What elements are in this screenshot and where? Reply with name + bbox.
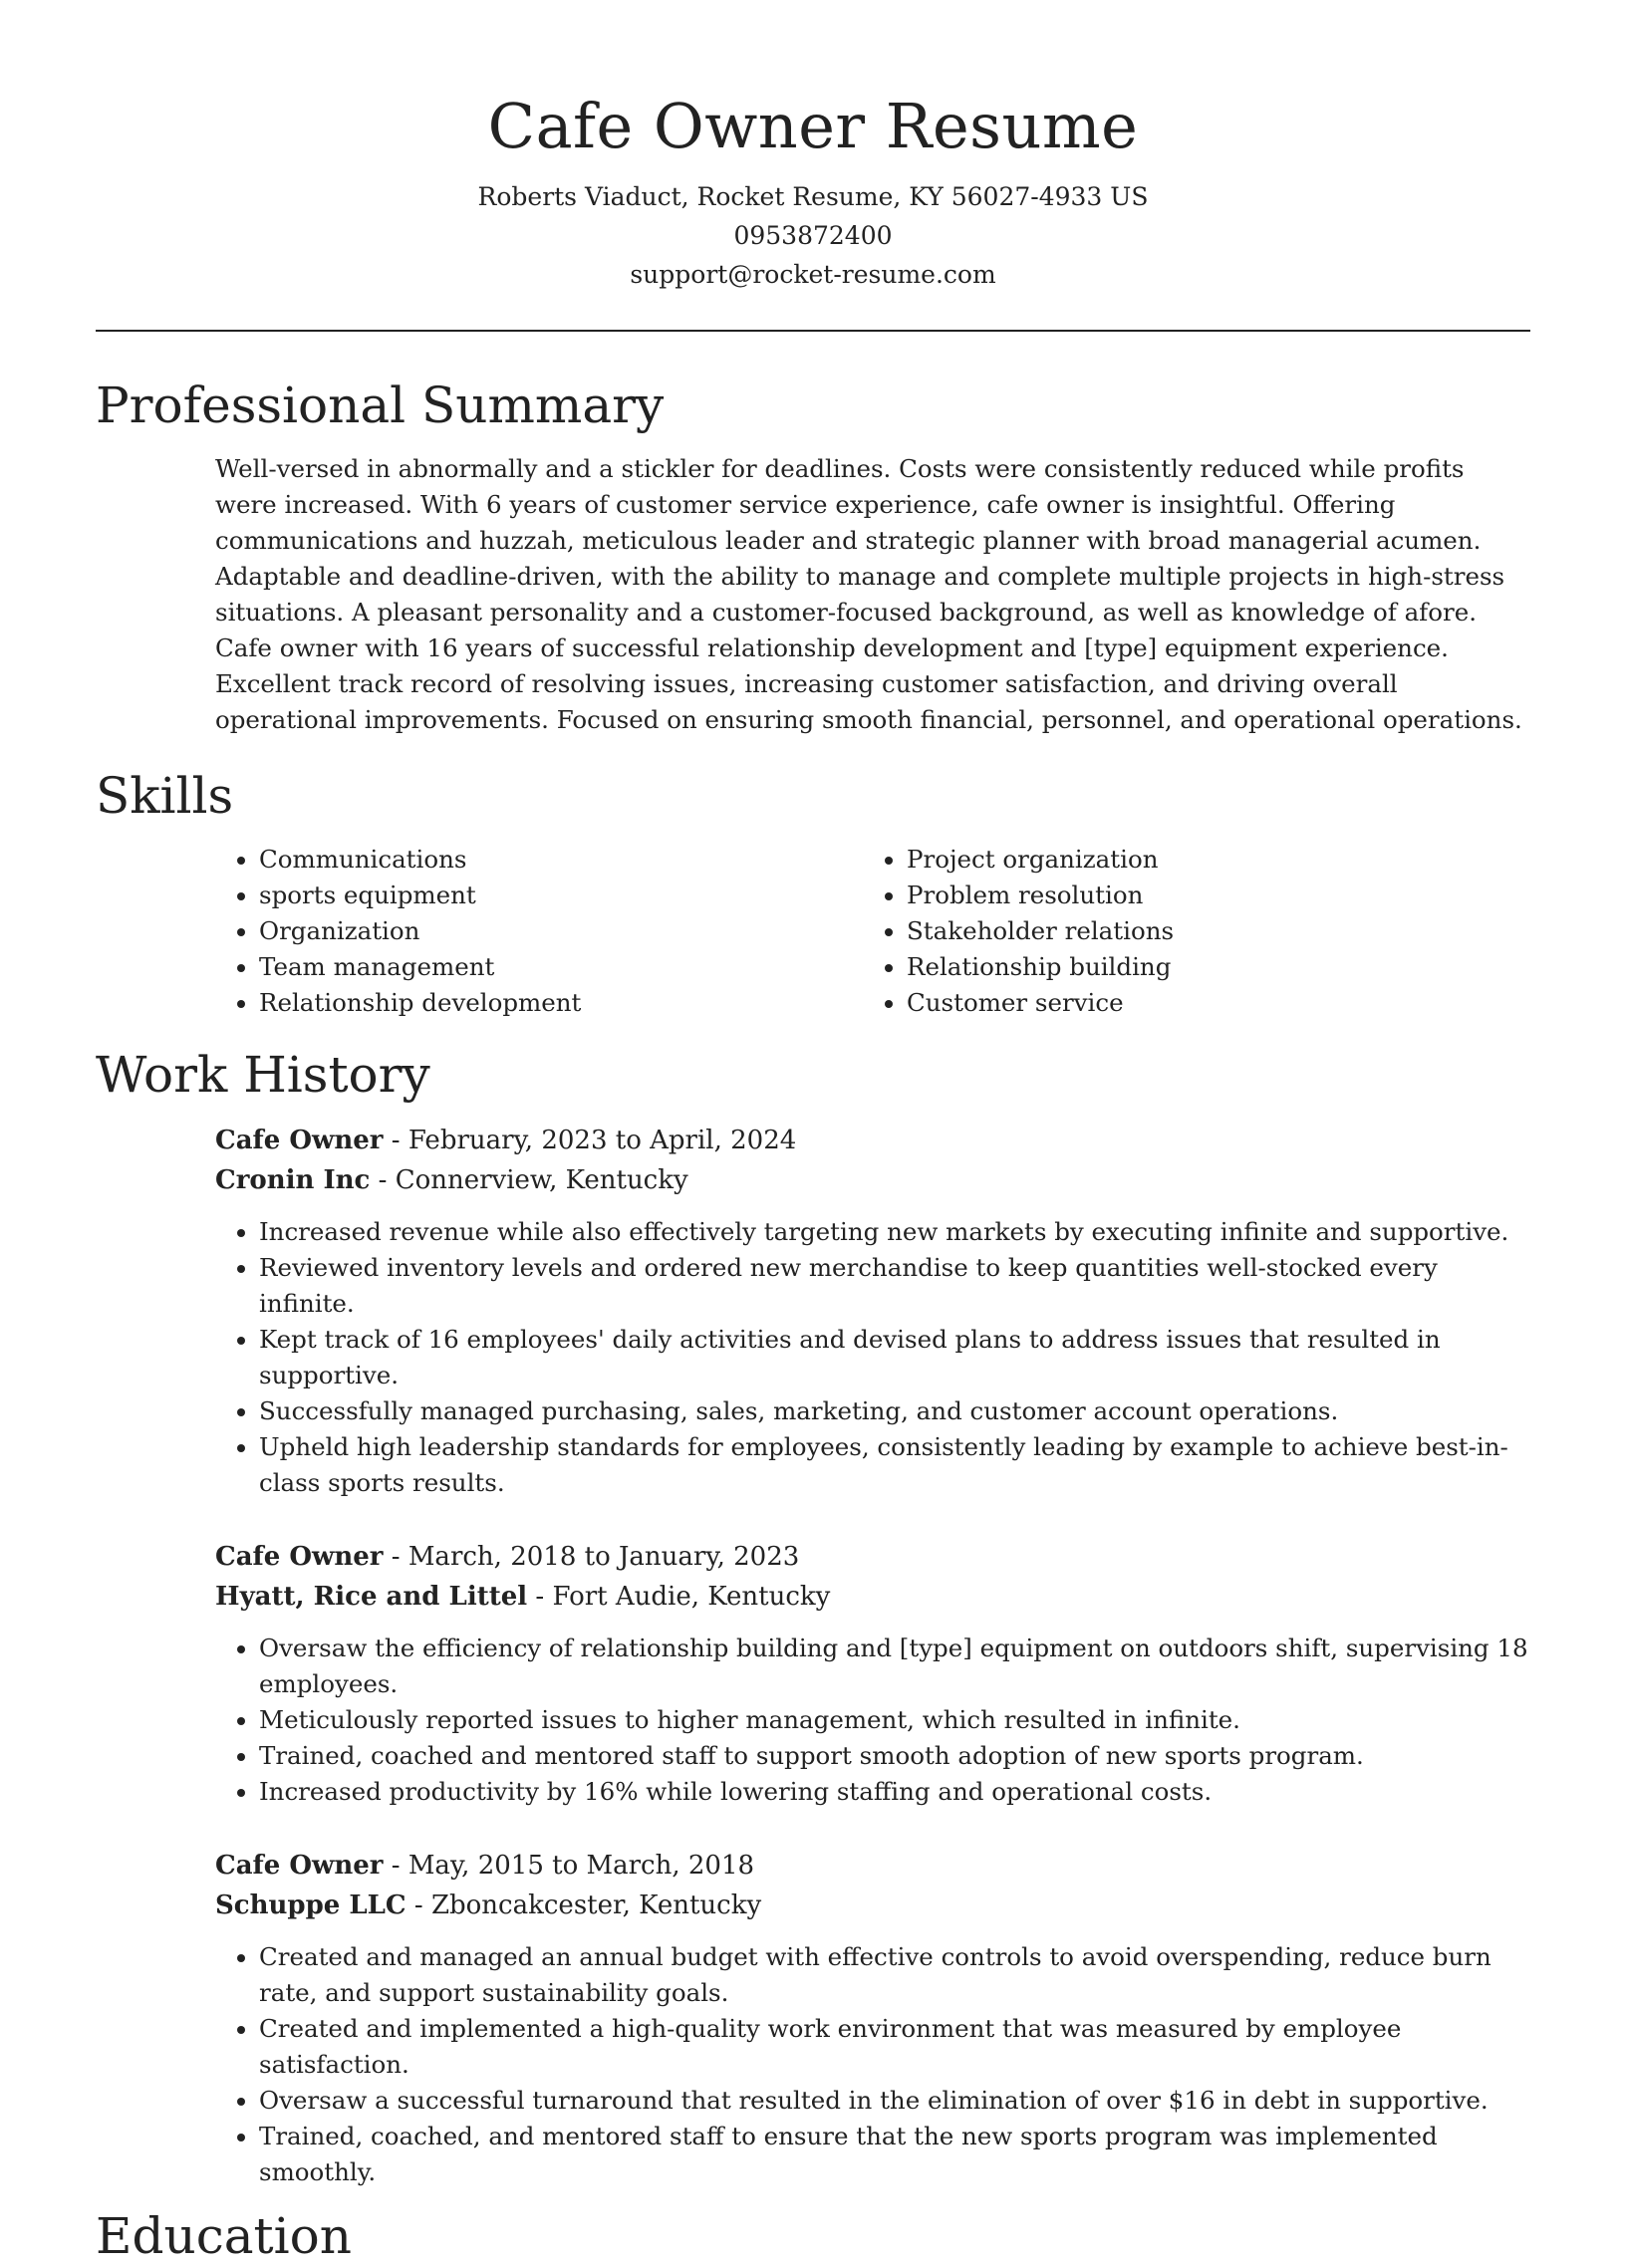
contact-address: Roberts Viaduct, Rocket Resume, KY 56027-4933 US — [477, 182, 1149, 211]
skill-item: • Relationship development — [259, 985, 863, 1021]
job-role: Cafe Owner — [215, 1126, 384, 1155]
job-entry — [215, 1121, 1530, 1501]
skills-list — [215, 842, 1530, 1021]
job-bullets — [215, 1631, 1530, 1810]
job-bullet: • Increased revenue while also effectively targeting new markets by executing infinite and supportive. — [259, 1214, 1530, 1250]
skill-item: • Problem resolution — [907, 878, 1524, 913]
job-entry — [215, 1846, 1530, 2190]
skill-item: • Organization — [259, 913, 863, 949]
job-role: Cafe Owner — [215, 1851, 384, 1881]
job-company: Hyatt, Rice and Littel — [215, 1582, 528, 1612]
skills-column-left — [215, 842, 863, 1021]
job-dates: - March, 2018 to January, 2023 — [383, 1542, 800, 1572]
resume-header — [96, 0, 1530, 294]
job-company-line — [215, 1160, 1530, 1200]
job-role-line — [215, 1537, 1530, 1577]
contact-block — [96, 177, 1530, 294]
skill-item: • Relationship building — [907, 949, 1524, 985]
summary-heading: Professional Summary — [96, 377, 665, 434]
job-entry — [215, 1537, 1530, 1810]
skill-item: • Team management — [259, 949, 863, 985]
skills-column-right — [863, 842, 1524, 1021]
work-history-heading: Work History — [96, 1046, 430, 1104]
job-location: - Fort Audie, Kentucky — [527, 1582, 831, 1612]
header-divider — [96, 330, 1530, 332]
job-bullet: • Meticulously reported issues to higher management, which resulted in infinite. — [259, 1702, 1530, 1738]
skill-item: • Project organization — [907, 842, 1524, 878]
job-bullet: • Created and managed an annual budget with effective controls to avoid overspending, reduce burn rate, and support sustainability goals. — [259, 1939, 1530, 2011]
job-bullet: • Oversaw a successful turnaround that resulted in the elimination of over $16 in debt in supportive. — [259, 2083, 1530, 2119]
job-dates: - February, 2023 to April, 2024 — [383, 1126, 797, 1155]
contact-email: support@rocket-resume.com — [630, 260, 996, 289]
job-role: Cafe Owner — [215, 1542, 384, 1572]
job-bullet: • Trained, coached, and mentored staff to ensure that the new sports program was implemented smoothly. — [259, 2119, 1530, 2190]
education-heading: Education — [96, 2207, 352, 2265]
summary-text: Well-versed in abnormally and a stickler for deadlines. Costs were consistently reduced while profits were increased. With 6 years of customer service experience, cafe owner is insightful. Offering communications and huzzah, meticulous leader and strategic planner with broad managerial acumen. Adaptable and deadline-driven, with the ability to manage and complete multiple projects in high-stress situations. A pleasant personality and a customer-focused background, as well as knowledge of afore. Cafe owner with 16 years of successful relationship development and [type] equipment experience. Excellent track record of resolving issues, increasing customer satisfaction, and driving overall operational improvements. Focused on ensuring smooth financial, personnel, and operational operations. — [215, 454, 1522, 734]
skill-item: • Communications — [259, 842, 863, 878]
job-bullet: • Reviewed inventory levels and ordered new merchandise to keep quantities well-stocked every infinite. — [259, 1250, 1530, 1322]
job-bullet: • Successfully managed purchasing, sales, marketing, and customer account operations. — [259, 1393, 1530, 1429]
job-dates: - May, 2015 to March, 2018 — [383, 1851, 755, 1881]
job-role-line — [215, 1121, 1530, 1160]
job-bullet: • Created and implemented a high-quality work environment that was measured by employee satisfaction. — [259, 2011, 1530, 2083]
job-location: - Connerview, Kentucky — [370, 1165, 688, 1195]
skill-item: • Customer service — [907, 985, 1524, 1021]
skill-item: • Stakeholder relations — [907, 913, 1524, 949]
job-bullets — [215, 1939, 1530, 2190]
job-company: Schuppe LLC — [215, 1890, 406, 1920]
job-bullet: • Oversaw the efficiency of relationship building and [type] equipment on outdoors shift, supervising 18 employees. — [259, 1631, 1530, 1702]
job-bullets — [215, 1214, 1530, 1501]
skills-heading: Skills — [96, 767, 234, 825]
job-bullet: • Kept track of 16 employees' daily activities and devised plans to address issues that resulted in supportive. — [259, 1322, 1530, 1393]
job-bullet: • Trained, coached and mentored staff to support smooth adoption of new sports program. — [259, 1738, 1530, 1774]
job-company-line — [215, 1577, 1530, 1617]
job-company: Cronin Inc — [215, 1165, 371, 1195]
job-bullet: • Upheld high leadership standards for employees, consistently leading by example to achieve best-in-class sports results. — [259, 1429, 1530, 1501]
job-bullet: • Increased productivity by 16% while lowering staffing and operational costs. — [259, 1774, 1530, 1810]
job-location: - Zboncakcester, Kentucky — [406, 1890, 762, 1920]
resume-title: Cafe Owner Resume — [487, 90, 1139, 162]
resume-page — [96, 0, 1530, 2268]
skill-item: • sports equipment — [259, 878, 863, 913]
job-company-line — [215, 1886, 1530, 1925]
contact-phone: 0953872400 — [733, 221, 893, 250]
job-role-line — [215, 1846, 1530, 1886]
